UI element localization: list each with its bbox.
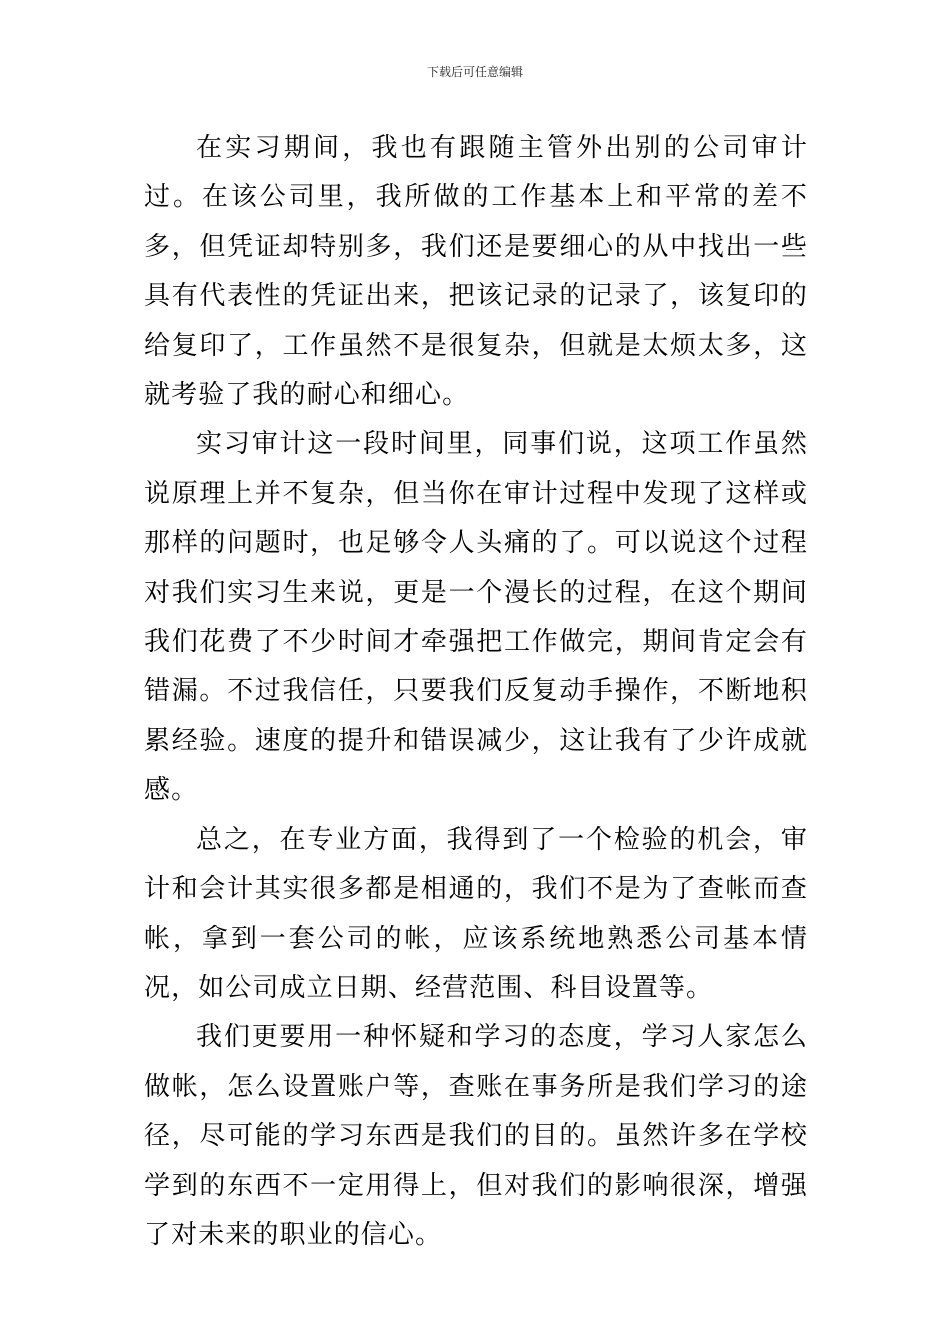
paragraph-3: 总之，在专业方面，我得到了一个检验的机会，审计和会计其实很多都是相通的，我们不是为了查帐而查帐，拿到一套公司的帐，应该系统地熟悉公司基本情况，如公司成立日期、经营范围、科目设置等。 [144,824,808,1003]
paragraph-1: 在实习期间，我也有跟随主管外出别的公司审计过。在该公司里，我所做的工作基本上和平常的差不多，但凭证却特别多，我们还是要细心的从中找出一些具有代表性的凭证出来，把该记录的记录了，该复印的给复印了，工作虽然不是很复杂，但就是太烦太多，这就考验了我的耐心和细心。 [144,133,808,411]
page-header: 下载后可任意编辑 [426,65,523,79]
paragraph-4: 我们更要用一种怀疑和学习的态度，学习人家怎么做帐，怎么设置账户等，查账在事务所是我们学习的途径，尽可能的学习东西是我们的目的。虽然许多在学校学到的东西不一定用得上，但对我们的影响很深，增强了对未来的职业的信心。 [144,1022,808,1250]
paragraph-2: 实习审计这一段时间里，同事们说，这项工作虽然说原理上并不复杂，但当你在审计过程中发现了这样或那样的问题时，也足够令人头痛的了。可以说这个过程对我们实习生来说，更是一个漫长的过程，在这个期间我们花费了不少时间才牵强把工作做完，期间肯定会有错漏。不过我信任，只要我们反复动手操作，不断地积累经验。速度的提升和错误减少，这让我有了少许成就感。 [144,429,808,806]
document-body [144,124,808,1260]
